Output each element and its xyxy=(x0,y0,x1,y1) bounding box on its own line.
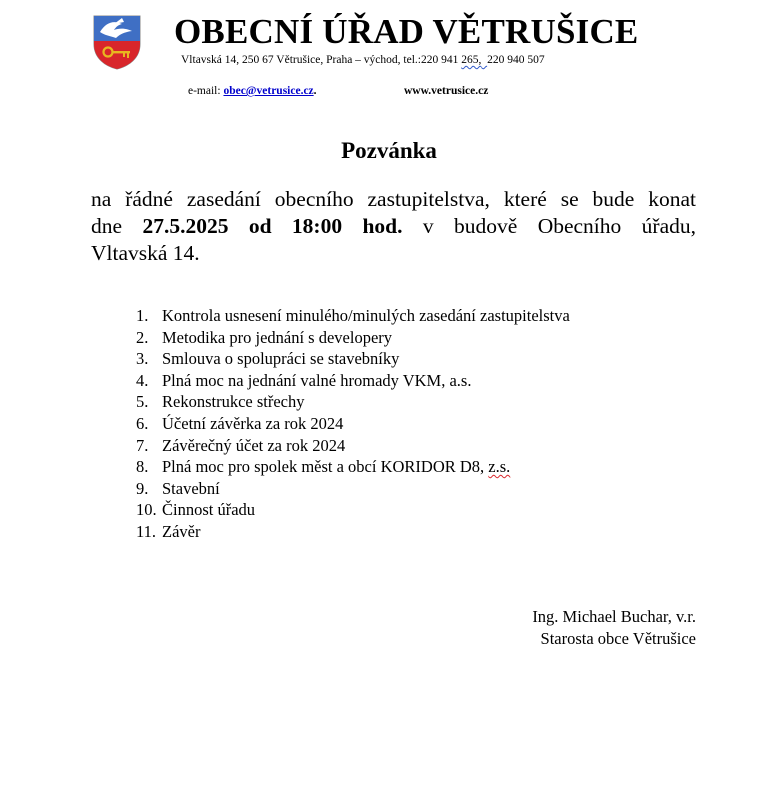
office-title: OBECNÍ ÚŘAD VĚTRUŠICE xyxy=(174,12,639,51)
invitation-date-prefix: dne xyxy=(91,214,143,238)
agenda-item-text-main: Plná moc pro spolek měst a obcí KORIDOR D8, xyxy=(162,457,489,477)
signatory-name: Ing. Michael Buchar, v.r. xyxy=(532,607,696,626)
address-prefix: Vltavská 14, 250 67 Větrušice, Praha – východ, tel.:220 941 xyxy=(181,54,462,66)
agenda-item-text: Závěr xyxy=(162,521,201,541)
agenda-item-text: Stavební xyxy=(162,478,220,498)
agenda-item xyxy=(136,521,570,543)
agenda-item xyxy=(136,435,570,457)
agenda-item xyxy=(136,370,570,392)
signature-block xyxy=(532,606,696,650)
email-suffix: . xyxy=(313,85,317,97)
signatory-role: Starosta obce Větrušice xyxy=(540,629,696,648)
document-heading: Pozvánka xyxy=(341,138,437,163)
agenda-item-number: 10. xyxy=(136,500,157,520)
website-link[interactable]: www.vetrusice.cz xyxy=(404,85,489,97)
invitation-date-suffix: v budově Obecního úřadu, xyxy=(402,214,696,238)
agenda-item-text: Účetní závěrka za rok 2024 xyxy=(162,413,344,433)
agenda-item-text-underlined: z.s. xyxy=(488,457,511,477)
agenda-item-text: Činnost úřadu xyxy=(162,500,256,520)
phone-number-part: 265, xyxy=(461,54,482,66)
agenda-item-text: Kontrola usnesení minulého/minulých zasedání zastupitelstva xyxy=(162,306,570,325)
agenda-list xyxy=(136,305,570,543)
address-line xyxy=(181,54,545,66)
phone-number-second: 220 940 507 xyxy=(487,54,545,66)
agenda-item xyxy=(136,305,570,327)
agenda-item-number: 4. xyxy=(136,370,149,390)
agenda-item-number: 5. xyxy=(136,392,149,412)
invitation-line-2 xyxy=(91,213,696,240)
agenda-item-text: Závěrečný účet za rok 2024 xyxy=(162,435,346,455)
agenda-item-text: Smlouva o spolupráci se stavebníky xyxy=(162,349,400,369)
agenda-item-text: Metodika pro jednání s developery xyxy=(162,327,393,347)
agenda-item xyxy=(136,348,570,370)
agenda-item-text: Rekonstrukce střechy xyxy=(162,392,305,412)
invitation-line-3: Vltavská 14. xyxy=(91,241,200,265)
agenda-item xyxy=(136,499,570,521)
agenda-item-text: Plná moc na jednání valné hromady VKM, a.s. xyxy=(162,370,472,390)
agenda-item xyxy=(136,456,570,478)
agenda-item-number: 8. xyxy=(136,457,149,477)
meeting-date-time: 27.5.2025 od 18:00 hod. xyxy=(142,214,403,238)
agenda-item-number: 2. xyxy=(136,327,149,347)
email-link[interactable]: obec@vetrusice.cz xyxy=(223,85,314,97)
agenda-item-number: 6. xyxy=(136,413,149,433)
agenda-item-number: 3. xyxy=(136,349,149,369)
agenda-item-number: 1. xyxy=(136,306,149,325)
invitation-text xyxy=(91,186,696,267)
agenda-item xyxy=(136,478,570,500)
agenda-item-number: 7. xyxy=(136,435,149,455)
agenda-item-number: 9. xyxy=(136,478,149,498)
coat-of-arms-logo xyxy=(92,14,142,70)
agenda-item xyxy=(136,327,570,349)
agenda-item-text xyxy=(162,456,510,478)
contact-line xyxy=(188,85,489,97)
email-label: e-mail: xyxy=(188,85,224,97)
agenda-item xyxy=(136,391,570,413)
invitation-line-1: na řádné zasedání obecního zastupitelstva, které se bude konat xyxy=(91,187,696,211)
agenda-item-number: 11. xyxy=(136,521,157,541)
agenda-item xyxy=(136,413,570,435)
